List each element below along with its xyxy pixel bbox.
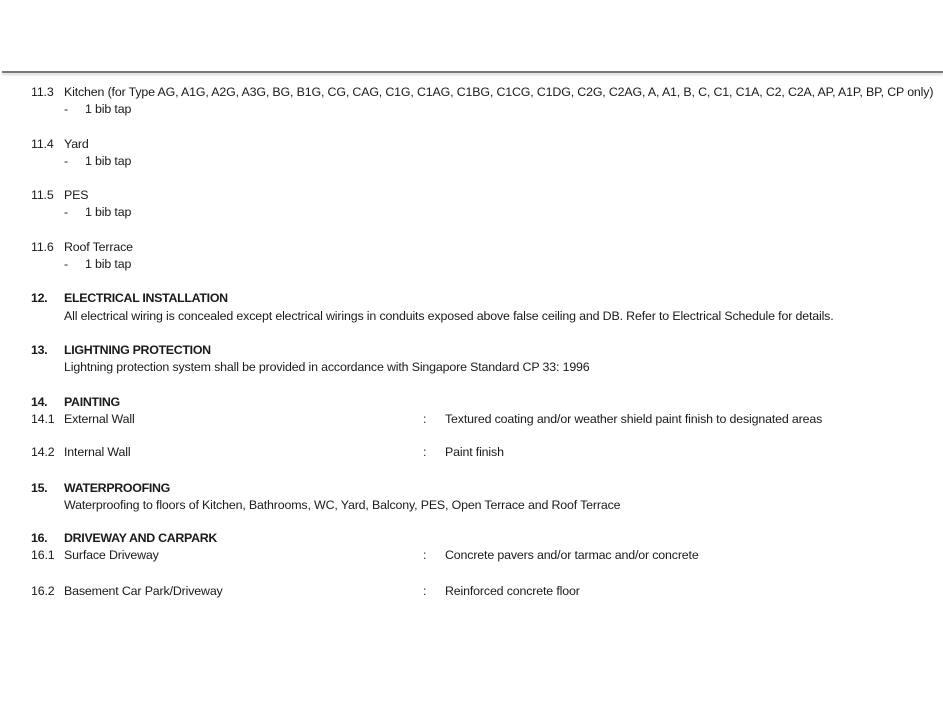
item-label: Internal Wall [64, 445, 131, 459]
section-heading: PAINTING [64, 395, 120, 409]
item-detail: 1 bib tap [85, 257, 132, 271]
section-heading: ELECTRICAL INSTALLATION [64, 291, 228, 305]
item-number: 11.4 [31, 137, 54, 151]
header-divider [2, 71, 943, 73]
item-number: 16.2 [31, 584, 55, 598]
item-number: 11.6 [31, 240, 54, 254]
section-heading: DRIVEWAY AND CARPARK [64, 531, 218, 545]
item-label: Surface Driveway [64, 548, 159, 562]
item-title: Kitchen (for Type AG, A1G, A2G, A3G, BG, B1G, CG, CAG, C1G, C1AG, C1BG, C1CG, C1DG, C2G, C2AG, A, A1, B, C, C1, C1A, C2, C2A, AP, A1P, BP, CP only) [64, 85, 934, 99]
bullet-dash: - [64, 205, 68, 219]
item-number: 14.2 [31, 445, 55, 459]
item-value: Concrete pavers and/or tarmac and/or concrete [445, 548, 699, 562]
item-number: 14.1 [31, 412, 55, 426]
item-number: 11.5 [31, 188, 54, 202]
item-number: 11.3 [31, 85, 54, 99]
item-value: Reinforced concrete floor [445, 584, 580, 598]
section-number: 14. [31, 395, 48, 409]
section-number: 16. [31, 531, 48, 545]
item-title: PES [64, 188, 89, 202]
section-heading: WATERPROOFING [64, 481, 171, 495]
item-number: 16.1 [31, 548, 55, 562]
item-title: Roof Terrace [64, 240, 133, 254]
separator-colon: : [423, 412, 427, 426]
separator-colon: : [423, 445, 427, 459]
bullet-dash: - [64, 102, 68, 116]
section-number: 12. [31, 291, 48, 305]
section-number: 15. [31, 481, 48, 495]
item-detail: 1 bib tap [85, 205, 132, 219]
item-value: Textured coating and/or weather shield paint finish to designated areas [445, 412, 823, 426]
section-heading: LIGHTNING PROTECTION [64, 343, 211, 357]
section-body: Lightning protection system shall be provided in accordance with Singapore Standard CP 33: 1996 [64, 360, 590, 374]
separator-colon: : [423, 584, 427, 598]
bullet-dash: - [64, 257, 68, 271]
section-body: All electrical wiring is concealed except electrical wirings in conduits exposed above false ceiling and DB. Refer to Electrical Schedule for details. [64, 309, 834, 323]
item-detail: 1 bib tap [85, 154, 132, 168]
section-body: Waterproofing to floors of Kitchen, Bathrooms, WC, Yard, Balcony, PES, Open Terrace and Roof Terrace [64, 498, 621, 512]
item-label: External Wall [64, 412, 135, 426]
item-value: Paint finish [445, 445, 504, 459]
bullet-dash: - [64, 154, 68, 168]
section-number: 13. [31, 343, 48, 357]
separator-colon: : [423, 548, 427, 562]
item-detail: 1 bib tap [85, 102, 132, 116]
item-label: Basement Car Park/Driveway [64, 584, 223, 598]
item-title: Yard [64, 137, 89, 151]
